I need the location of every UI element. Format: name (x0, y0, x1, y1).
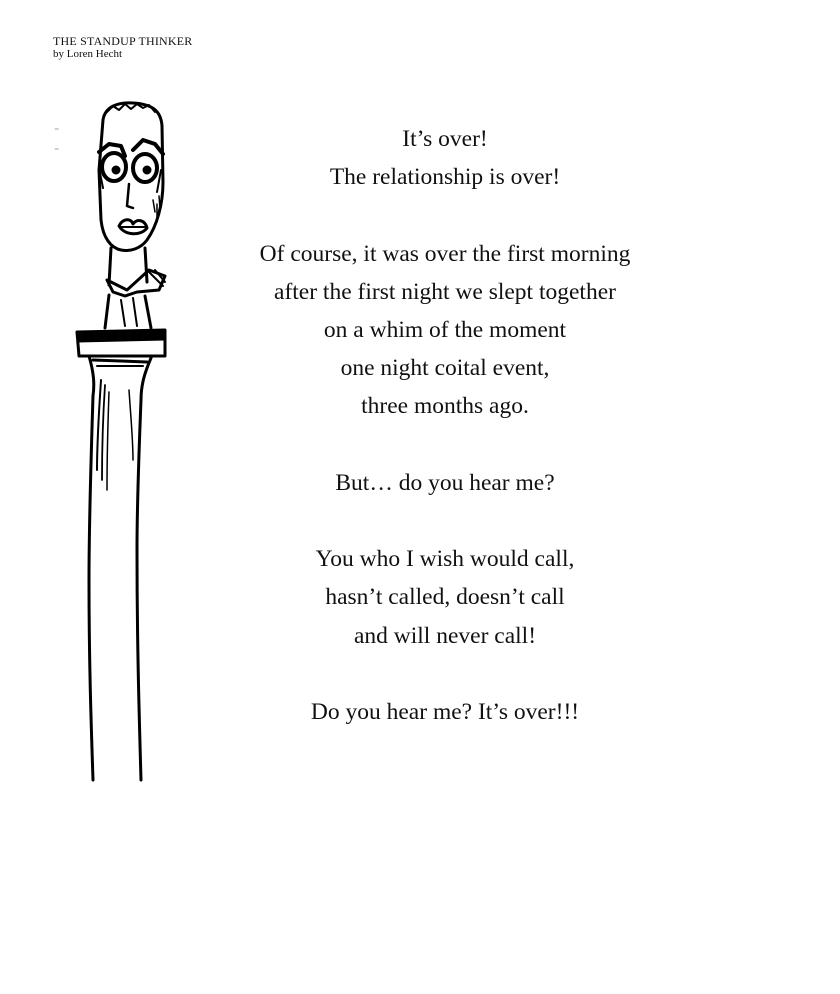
standup-thinker-figure-icon (75, 100, 170, 785)
poem-line: But… do you hear me? (335, 469, 555, 496)
page-header (53, 35, 193, 61)
poem-line: after the first night we slept together (274, 278, 616, 305)
poem-line: The relationship is over! (329, 164, 561, 191)
poem-line: Do you hear me? It’s over!!! (310, 698, 580, 725)
poem-line: on a whim of the moment (323, 317, 567, 343)
poem-line: You who I wish would call, (315, 546, 575, 573)
poem-stanza (230, 235, 660, 426)
poem-line: It’s over! (402, 126, 488, 152)
poem-line: hasn’t called, doesn’t call (325, 584, 565, 611)
poem-stanza (230, 120, 660, 196)
poem-line: and will never call! (353, 622, 537, 649)
poem-stanza (230, 540, 660, 655)
poem-stanza (230, 464, 660, 502)
author-byline: by Loren Hecht (53, 48, 123, 60)
margin-marks (54, 122, 64, 162)
margin-tick: ⁻ (54, 126, 60, 137)
poem-line: three months ago. (361, 393, 529, 420)
poem-stanza (230, 693, 660, 731)
poem-line: one night coital event, (340, 355, 550, 382)
poem-body (230, 120, 660, 731)
margin-tick: ⁻ (54, 146, 60, 157)
poem-line: Of course, it was over the first morning (259, 240, 631, 267)
publication-title: THE STANDUP THINKER (53, 34, 193, 48)
